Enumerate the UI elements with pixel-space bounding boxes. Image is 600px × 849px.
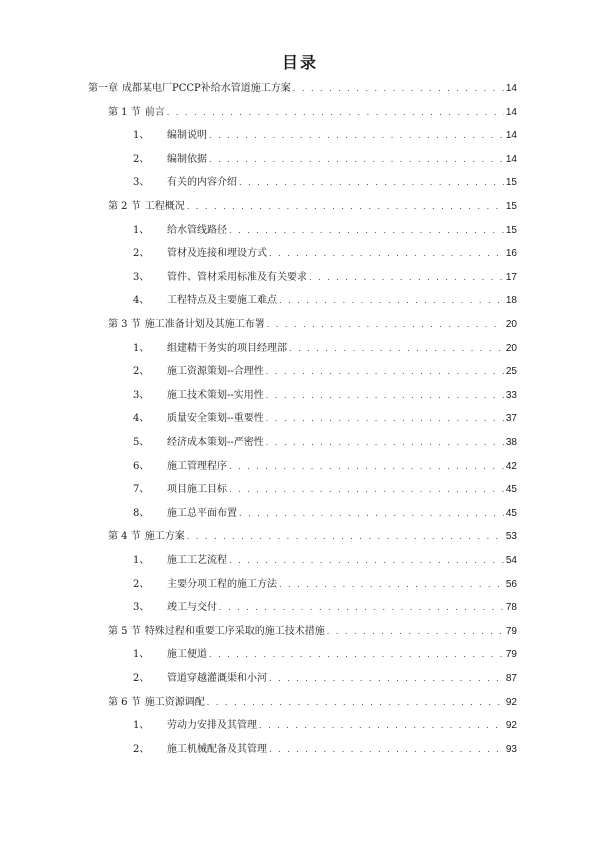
- toc-entry-number: 1、: [133, 720, 150, 732]
- toc-entry[interactable]: [133, 553, 517, 569]
- dot-leader: [187, 529, 504, 545]
- toc-entry-page: 17: [505, 271, 517, 283]
- toc-entry[interactable]: [133, 364, 517, 380]
- dot-leader: [209, 152, 504, 168]
- dot-leader: [239, 175, 504, 191]
- toc-entry-page: 15: [505, 224, 517, 236]
- toc-entry-page: 54: [505, 555, 517, 566]
- toc-entry-number: 7、: [133, 484, 150, 496]
- dot-leader: [167, 105, 504, 121]
- dot-leader: [266, 411, 504, 427]
- toc-entry-number: 2、: [133, 578, 150, 590]
- toc-entry-number: 3、: [133, 177, 150, 189]
- toc-entry-text: 前言: [144, 106, 165, 118]
- toc-entry-text: 施工准备计划及其施工布署: [144, 319, 265, 330]
- toc-entry[interactable]: [133, 742, 517, 758]
- toc-entry-label: [108, 317, 265, 333]
- toc-entry-page: 20: [505, 342, 517, 354]
- toc-entry[interactable]: [133, 341, 517, 357]
- dot-leader: [219, 600, 504, 616]
- toc-entry[interactable]: [133, 388, 517, 404]
- toc-entry-text: 施工资源调配: [144, 696, 205, 708]
- toc-entry-text: 施工工艺流程: [167, 555, 227, 566]
- toc-entry-label: [108, 105, 165, 121]
- page-title: 目录: [281, 53, 318, 72]
- toc-entry[interactable]: [133, 293, 517, 309]
- toc-entry[interactable]: [108, 695, 517, 711]
- dot-leader: [239, 506, 504, 522]
- toc-entry-number: 2、: [133, 673, 150, 684]
- toc-entry-page: 93: [505, 743, 517, 755]
- toc-entry-text: 主要分项工程的施工方法: [167, 578, 277, 590]
- toc-entry-number: 第一章: [88, 83, 118, 94]
- toc-entry-label: [133, 671, 267, 687]
- toc-entry-label: [133, 482, 227, 498]
- toc-entry[interactable]: [133, 482, 517, 498]
- toc-entry[interactable]: [88, 81, 517, 97]
- toc-entry-number: 1、: [133, 342, 150, 354]
- toc-entry-text: 施工总平面布置: [167, 507, 237, 519]
- toc-entry-label: [133, 459, 227, 475]
- toc-entry-text: 编制说明: [167, 130, 207, 142]
- toc-entry-number: 2、: [133, 153, 150, 165]
- dot-leader: [267, 317, 504, 333]
- toc-entry-label: [133, 718, 257, 734]
- toc-entry-text: 施工便道: [167, 649, 207, 661]
- toc-entry-number: 2、: [133, 743, 150, 755]
- dot-leader: [327, 624, 504, 640]
- toc-entry[interactable]: [108, 624, 517, 640]
- dot-leader: [229, 459, 504, 475]
- dot-leader: [209, 128, 504, 144]
- toc-entry-number: 3、: [133, 389, 150, 401]
- toc-entry-page: 14: [505, 130, 517, 142]
- toc-entry-label: [108, 624, 325, 640]
- toc-entry-label: [133, 364, 264, 380]
- dot-leader: [269, 742, 504, 758]
- toc-entry-number: 1、: [133, 649, 150, 661]
- toc-entry-number: 3、: [133, 271, 150, 283]
- toc-entry-text: 管材及连接和埋设方式: [167, 248, 267, 260]
- toc-entry-text: 施工方案: [144, 531, 185, 543]
- toc-entry-label: [133, 411, 264, 427]
- toc-entry[interactable]: [133, 152, 517, 168]
- toc-entry-page: 87: [505, 673, 517, 684]
- toc-entry[interactable]: [133, 128, 517, 144]
- toc-entry-number: 3、: [133, 602, 150, 614]
- toc-entry-text: 施工管理程序: [167, 460, 227, 472]
- toc-entry-text: 施工机械配备及其管理: [167, 743, 267, 755]
- dot-leader: [293, 81, 504, 97]
- toc-entry[interactable]: [133, 270, 517, 286]
- toc-entry-label: [133, 175, 237, 191]
- dot-leader: [279, 293, 504, 309]
- toc-entry-label: [108, 199, 185, 215]
- toc-entry-page: 78: [505, 602, 517, 614]
- dot-leader: [269, 246, 504, 262]
- toc-entry-number: 1、: [133, 224, 150, 236]
- dot-leader: [266, 435, 504, 451]
- toc-entry-label: [88, 81, 291, 97]
- toc-entry-text: 竣工与交付: [167, 602, 217, 614]
- toc-entry-page: 42: [505, 460, 517, 472]
- toc-entry-text: 工程概况: [144, 201, 185, 212]
- toc-entry-text: 特殊过程和重要工序采取的施工技术措施: [144, 625, 325, 637]
- toc-entry-page: 33: [505, 389, 517, 401]
- toc-entry[interactable]: [133, 577, 517, 593]
- toc-entry-number: 第 1 节: [108, 106, 141, 118]
- dot-leader: [266, 364, 504, 380]
- toc-entry-page: 92: [505, 720, 517, 732]
- toc-entry-label: [133, 152, 207, 168]
- toc-entry-page: 16: [505, 248, 517, 260]
- toc-entry-page: 18: [505, 295, 517, 307]
- toc-entry-label: [133, 246, 267, 262]
- toc-entry[interactable]: [133, 718, 517, 734]
- toc-entry[interactable]: [108, 529, 517, 545]
- toc-entry[interactable]: [133, 671, 517, 687]
- toc-entry-number: 第 4 节: [108, 531, 141, 543]
- toc-entry-page: 92: [505, 696, 517, 708]
- toc-entry-page: 20: [505, 319, 517, 330]
- toc-entry-page: 37: [505, 413, 517, 425]
- toc-entry-label: [108, 529, 185, 545]
- toc-entry-page: 45: [505, 484, 517, 496]
- toc-entry-number: 5、: [133, 437, 150, 448]
- toc-entry-label: [133, 506, 237, 522]
- toc-entry-text: 成都某电厂PCCP补给水管道施工方案: [122, 83, 291, 94]
- toc-entry-text: 有关的内容介绍: [167, 177, 237, 189]
- dot-leader: [229, 223, 504, 239]
- toc-entry[interactable]: [133, 506, 517, 522]
- dot-leader: [279, 577, 504, 593]
- dot-leader: [209, 647, 504, 663]
- dot-leader: [309, 270, 504, 286]
- toc-entry-text: 施工技术策划--实用性: [167, 389, 264, 401]
- dot-leader: [289, 341, 504, 357]
- toc-entry-text: 管件、管材采用标准及有关要求: [167, 271, 307, 283]
- toc-entry-text: 项目施工目标: [167, 484, 227, 496]
- toc-entry-number: 2、: [133, 366, 150, 378]
- toc-entry-text: 劳动力安排及其管理: [167, 720, 257, 732]
- toc-entry-page: 14: [505, 106, 517, 118]
- toc-entry-page: 53: [505, 531, 517, 543]
- toc-entry-text: 施工资源策划--合理性: [167, 366, 264, 378]
- toc-entry-label: [133, 223, 227, 239]
- toc-entry-text: 编制依据: [167, 153, 207, 165]
- toc-entry-number: 8、: [133, 507, 150, 519]
- toc-entry[interactable]: [108, 199, 517, 215]
- toc-entry-number: 第 6 节: [108, 696, 141, 708]
- toc-entry-label: [133, 341, 287, 357]
- toc-entry[interactable]: [133, 175, 517, 191]
- toc-entry-page: 25: [505, 366, 517, 378]
- toc-entry-label: [133, 553, 227, 569]
- toc-entry-page: 45: [505, 507, 517, 519]
- toc-entry-label: [108, 695, 205, 711]
- toc-entry-text: 工程特点及主要施工难点: [167, 295, 277, 307]
- toc-entry-page: 79: [505, 625, 517, 637]
- toc-entry[interactable]: [133, 600, 517, 616]
- toc-entry-text: 给水管线路径: [167, 224, 227, 236]
- toc-entry[interactable]: [133, 459, 517, 475]
- toc-entry-page: 15: [505, 177, 517, 189]
- toc-entry-page: 79: [505, 649, 517, 661]
- toc-entry-number: 第 5 节: [108, 625, 141, 637]
- toc-entry-page: 14: [505, 83, 517, 94]
- toc-entry-page: 56: [505, 578, 517, 590]
- toc-entry-text: 管道穿越灌溉渠和小河: [167, 673, 267, 684]
- toc-entry-label: [133, 293, 277, 309]
- toc-entry-page: 15: [505, 201, 517, 212]
- toc-entry-page: 14: [505, 153, 517, 165]
- dot-leader: [229, 482, 504, 498]
- dot-leader: [187, 199, 504, 215]
- toc-entry-label: [133, 600, 217, 616]
- toc-entry-label: [133, 435, 264, 451]
- dot-leader: [259, 718, 504, 734]
- toc-entry-label: [133, 647, 207, 663]
- toc-entry[interactable]: [133, 223, 517, 239]
- toc-entry[interactable]: [133, 647, 517, 663]
- toc-entry-text: 组建精干务实的项目经理部: [167, 342, 287, 354]
- toc-entry-text: 质量安全策划--重要性: [167, 413, 264, 425]
- toc-entry-text: 经济成本策划--严密性: [167, 437, 264, 448]
- dot-leader: [269, 671, 504, 687]
- toc-entry-number: 2、: [133, 248, 150, 260]
- toc-entry-label: [133, 742, 267, 758]
- toc-entry[interactable]: [108, 105, 517, 121]
- toc-entry-label: [133, 128, 207, 144]
- dot-leader: [266, 388, 504, 404]
- toc-entry-label: [133, 270, 307, 286]
- toc-entry[interactable]: [108, 317, 517, 333]
- toc-entry[interactable]: [133, 246, 517, 262]
- toc-entry[interactable]: [133, 435, 517, 451]
- toc-entry-number: 第 3 节: [108, 319, 141, 330]
- toc-entry-number: 6、: [133, 460, 150, 472]
- dot-leader: [229, 553, 504, 569]
- toc-entry-number: 第 2 节: [108, 201, 141, 212]
- toc-entry-number: 4、: [133, 295, 150, 307]
- toc-entry-label: [133, 388, 264, 404]
- toc-entry-number: 1、: [133, 130, 150, 142]
- toc-entry[interactable]: [133, 411, 517, 427]
- toc-entry-page: 38: [505, 437, 517, 448]
- toc-entry-label: [133, 577, 277, 593]
- toc-entry-number: 1、: [133, 555, 150, 566]
- dot-leader: [207, 695, 504, 711]
- toc-entry-number: 4、: [133, 413, 150, 425]
